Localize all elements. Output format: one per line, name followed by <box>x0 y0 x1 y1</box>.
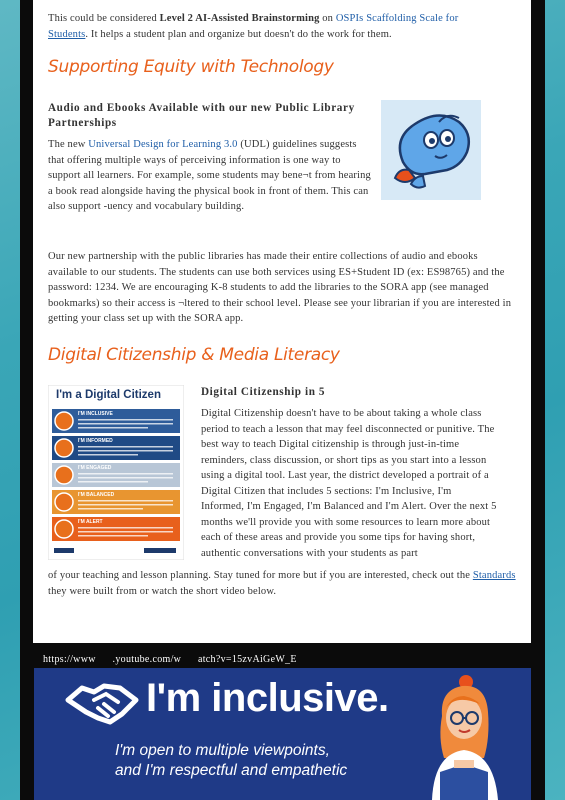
section-heading-digital-citizenship: Digital Citizenship & Media Literacy <box>48 345 340 365</box>
standards-suffix: they were built from or watch the short video below. <box>48 585 277 597</box>
sora-mascot-icon <box>381 100 481 200</box>
udl-prefix: The new <box>48 139 89 150</box>
intro-text: This could be considered <box>48 13 160 24</box>
intro-paragraph <box>48 11 498 42</box>
standards-prefix: of your teaching and lesson planning. Stay tuned for more but if you are interested, check out the <box>48 570 473 581</box>
ospi-scaffolding-link[interactable]: OSPIs Scaffolding Scale for <box>335 13 459 24</box>
udl-link[interactable]: Universal Design for Learning 3.0 <box>88 139 238 150</box>
digital-citizen-poster-graphic <box>48 385 184 560</box>
poster-row-label-engaged: I'M ENGAGED <box>78 465 112 471</box>
student-illustration <box>414 668 504 800</box>
video-thumbnail[interactable] <box>34 668 531 800</box>
digital-citizen-poster <box>48 385 184 560</box>
intro-text-mid: on <box>319 13 336 24</box>
intro-suffix: . It helps a student plan and organize but doesn't do the work for them. <box>85 28 392 40</box>
banner-line-2: and I'm respectful and empathetic <box>115 762 348 779</box>
poster-row-label-informed: I'M INFORMED <box>78 438 113 444</box>
section-heading-equity: Supporting Equity with Technology <box>48 57 334 77</box>
digital-citizenship-subheading: Digital Citizenship in 5 <box>201 386 326 398</box>
poster-title: I'm a Digital Citizen <box>56 389 161 401</box>
poster-row-label-alert: I'M ALERT <box>78 519 103 525</box>
udl-suffix: (UDL) guidelines suggests that offering multiple ways of perceiving information is one way to support all learners. For example, some students may bene¬t from hearing a book read alongside having the physical book in front of them. This can also support ‑uency and vocabulary building. <box>48 139 371 212</box>
youtube-url[interactable]: https://www .youtube.com/w atch?v=15zvAiGeW_E <box>43 654 297 665</box>
handshake-icon <box>64 678 140 728</box>
banner-subtitle <box>115 741 415 781</box>
standards-link[interactable]: Standards <box>472 570 516 581</box>
banner-title: I'm inclusive. <box>146 676 389 720</box>
library-subheading: Audio and Ebooks Available with our new Public Library Partnerships <box>48 102 355 129</box>
digital-citizenship-paragraph-end <box>48 568 518 599</box>
library-paragraph: Our new partnership with the public libraries has made their entire collections of audio and ebooks available to our students. The students can use both services using ES+Student ID (ex: ES98765) and the password: 1234. We are encouraging K-8 students to add the libraries to the SORA app (see managed bookmarks) so their access is ¬ltered to their school level. Please see your librarian if you are interested in getting your class set up with the SORA app. <box>48 251 512 324</box>
digital-citizenship-paragraph: Digital Citizenship doesn't have to be about taking a whole class period to teach a lesson that may feel disconnected or punitive. The best way to teach Digital citizenship is through just-in-time reminders, class discussion, or short tips as you start into a lesson using a digital tool. Last year, the district developed a portrait of a Digital Citizen that includes 5 sections: I'm Inclusive, I'm Informed, I'm Engaged, I'm Balanced and I'm Alert. Over the next 5 months we'll provide you with some resources to learn more about each of these areas and provide you some tips for having short, authentic conversations with your students as part <box>201 408 497 559</box>
udl-paragraph <box>48 137 373 215</box>
sora-mascot-image <box>381 100 481 200</box>
students-link[interactable]: Students <box>48 28 86 40</box>
banner-line-1: I'm open to multiple viewpoints, <box>115 742 330 759</box>
poster-row-label-inclusive: I'M INCLUSIVE <box>78 411 113 417</box>
poster-row-label-balanced: I'M BALANCED <box>78 492 115 498</box>
intro-bold: Level 2 AI-Assisted Brainstorming <box>159 13 320 24</box>
